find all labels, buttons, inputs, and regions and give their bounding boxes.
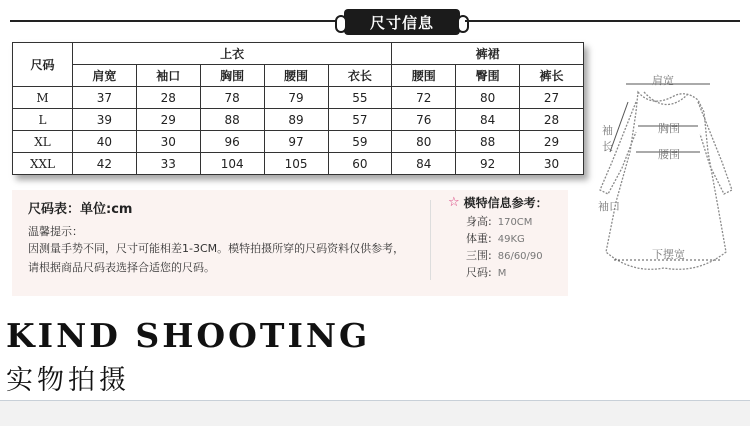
section-title-badge <box>344 9 460 35</box>
table-cell: 55 <box>328 87 392 109</box>
model-value: 49KG <box>497 234 525 245</box>
table-cell: 59 <box>328 131 392 153</box>
table-cell: 33 <box>136 153 200 175</box>
size-cell: XL <box>13 131 73 153</box>
col-header: 肩宽 <box>73 65 137 87</box>
col-header: 衣长 <box>328 65 392 87</box>
table-cell: 79 <box>264 87 328 109</box>
table-cell: 42 <box>73 153 137 175</box>
col-header: 腰围 <box>392 65 456 87</box>
model-label: 身高: <box>466 215 492 228</box>
table-cell: 80 <box>456 87 520 109</box>
table-cell: 89 <box>264 109 328 131</box>
size-cell: M <box>13 87 73 109</box>
header-line-left <box>10 20 340 22</box>
table-row <box>13 109 584 131</box>
info-divider <box>430 200 431 280</box>
table-cell: 29 <box>136 109 200 131</box>
table-cell: 78 <box>200 87 264 109</box>
model-weight <box>466 230 525 246</box>
table-cell: 80 <box>392 131 456 153</box>
model-label: 三围: <box>466 249 492 262</box>
table-cell: 88 <box>456 131 520 153</box>
size-col-header: 尺码 <box>13 43 73 87</box>
diagram-label-cuff: 袖口 <box>598 200 620 213</box>
size-unit-label: 尺码表：单位:cm <box>28 202 133 217</box>
model-height <box>466 213 532 229</box>
table-cell: 84 <box>456 109 520 131</box>
col-header: 腰围 <box>264 65 328 87</box>
table-cell: 37 <box>73 87 137 109</box>
table-row <box>13 153 584 175</box>
diagram-label-hem: 下摆宽 <box>652 248 685 261</box>
table-header-row <box>13 65 584 87</box>
col-header: 裤长 <box>520 65 584 87</box>
model-value: 170CM <box>497 217 533 228</box>
diagram-label-chest: 胸围 <box>658 122 680 135</box>
size-cell: L <box>13 109 73 131</box>
table-cell: 97 <box>264 131 328 153</box>
col-header: 胸围 <box>200 65 264 87</box>
model-label: 尺码: <box>466 266 492 279</box>
model-info-title-text: 模特信息参考： <box>463 196 548 210</box>
footer-bar <box>0 400 750 426</box>
diagram-label-sleeve-1: 袖 <box>602 124 613 137</box>
tips-title: 温馨提示： <box>28 225 83 238</box>
table-cell: 92 <box>456 153 520 175</box>
table-cell: 84 <box>392 153 456 175</box>
diagram-label-shoulder: 肩宽 <box>652 74 674 87</box>
table-cell: 30 <box>520 153 584 175</box>
size-cell: XXL <box>13 153 73 175</box>
table-cell: 88 <box>200 109 264 131</box>
table-cell: 30 <box>136 131 200 153</box>
table-cell: 57 <box>328 109 392 131</box>
group-header-top: 上衣 <box>73 43 392 65</box>
table-cell: 76 <box>392 109 456 131</box>
star-icon: ☆ <box>448 195 460 210</box>
table-cell: 40 <box>73 131 137 153</box>
model-info-title <box>448 194 548 211</box>
table-group-row <box>13 43 584 65</box>
group-header-bottom: 裤裙 <box>392 43 584 65</box>
table-cell: 96 <box>200 131 264 153</box>
model-measurements <box>466 247 543 263</box>
table-cell: 72 <box>392 87 456 109</box>
col-header: 袖口 <box>136 65 200 87</box>
kind-shooting-subtitle: 实物拍摄 <box>6 365 130 396</box>
col-header: 臀围 <box>456 65 520 87</box>
model-value: 86/60/90 <box>497 251 543 262</box>
table-cell: 28 <box>136 87 200 109</box>
header-line-right <box>465 20 740 22</box>
table-cell: 27 <box>520 87 584 109</box>
table-cell: 104 <box>200 153 264 175</box>
model-label: 体重: <box>466 232 492 245</box>
size-table <box>12 42 584 175</box>
table-cell: 29 <box>520 131 584 153</box>
section-title: 尺寸信息 <box>369 13 434 32</box>
model-size <box>466 264 506 280</box>
table-cell: 60 <box>328 153 392 175</box>
table-cell: 105 <box>264 153 328 175</box>
table-cell: 28 <box>520 109 584 131</box>
tips-text-line-2: 请根据商品尺码表选择合适您的尺码。 <box>28 261 215 274</box>
table-row <box>13 87 584 109</box>
kind-shooting-title: KIND SHOOTING <box>6 316 371 355</box>
model-value: M <box>497 268 507 279</box>
diagram-label-waist: 腰围 <box>658 148 680 161</box>
dress-diagram <box>586 42 746 302</box>
tips-text-line-1: 因测量手势不同，尺寸可能相差1-3CM。模特拍摄所穿的尺码资料仅供参考， <box>28 242 405 255</box>
diagram-label-sleeve-2: 长 <box>602 140 613 153</box>
table-row <box>13 131 584 153</box>
table-cell: 39 <box>73 109 137 131</box>
